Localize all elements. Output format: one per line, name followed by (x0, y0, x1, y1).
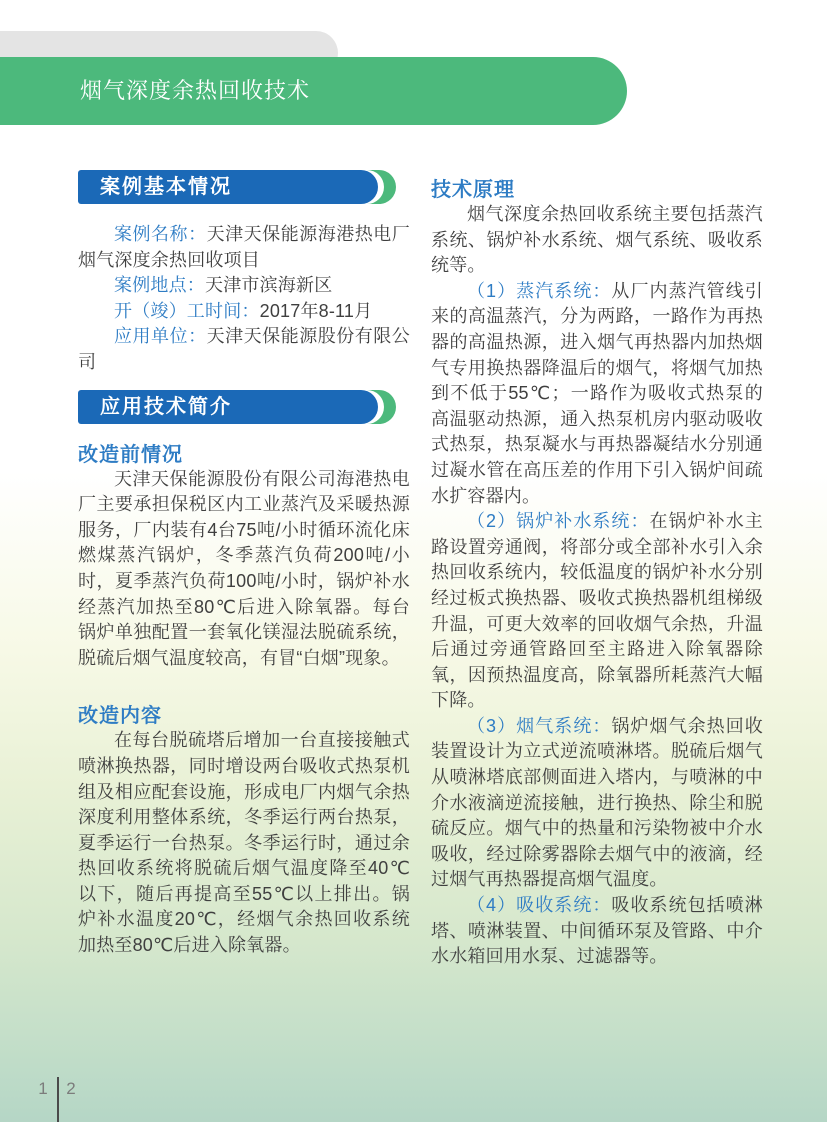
page-title-bar (0, 57, 627, 125)
item-text: 从厂内蒸汽管线引来的高温蒸汽，分为两路，一路作为再热器的高温热源，进入烟气再热器内加热烟气专用换热器降温后的烟气，将烟气加热到不低于55℃；一路作为吸收式热泵的高温驱动热源，通入热泵机房内驱动吸收式热泵，热泵凝水与再热器凝结水分别通过凝水管在高压差的作用下引入锅炉间疏水扩容器内。 (431, 280, 763, 506)
paragraph-flue-gas-system (431, 714, 763, 893)
section-header-case-info (78, 170, 410, 204)
info-value: 天津天保能源海港热电厂烟气深度余热回收项目 (78, 224, 411, 270)
info-label: 应用单位： (114, 326, 207, 347)
paragraph-renovation-content: 在每台脱硫塔后增加一台直接接触式喷淋换热器，同时增设两台吸收式热泵机组及相应配套设施，形成电厂内烟气余热深度利用整体系统，冬季运行两台热泵，夏季运行一台热泵。冬季运行时，通过余热回收系统将脱硫后烟气温度降至40℃以下，随后再提高至55℃以上排出。锅炉补水温度20℃，经烟气余热回收系统加热至80℃后进入除氧器。 (78, 730, 410, 956)
paragraph-before-renovation: 天津天保能源股份有限公司海港热电厂主要承担保税区内工业蒸汽及采暖热源服务，厂内装有4台75吨/小时循环流化床燃煤蒸汽锅炉，冬季蒸汽负荷200吨/小时，夏季蒸汽负荷100吨/小时，锅炉补水经蒸汽加热至80℃后进入除氧器。每台锅炉单独配置一套氧化镁湿法脱硫系统，脱硫后烟气温度较高，有冒“白烟”现象。 (78, 468, 410, 668)
item-text: 吸收系统包括喷淋塔、喷淋装置、中间循环泵及管路、中介水水箱回用水泵、过滤器等。 (431, 895, 763, 967)
info-value: 天津天保能源股份有限公司 (78, 326, 411, 372)
right-column (431, 170, 763, 970)
case-info-item (78, 273, 410, 299)
section-header-tech-intro (78, 390, 410, 424)
item-label: （4）吸收系统： (467, 895, 612, 916)
case-info-item (78, 299, 410, 325)
subheading-before-renovation: 改造前情况 (78, 443, 183, 466)
info-label: 开（竣）工时间： (114, 300, 260, 321)
paragraph-steam-system (431, 279, 763, 509)
section-header-label: 案例基本情况 (78, 170, 378, 204)
case-info-block (78, 222, 410, 376)
item-label: （2）锅炉补水系统： (467, 511, 650, 532)
item-label: （3）烟气系统： (467, 715, 612, 736)
page-title: 烟气深度余热回收技术 (80, 78, 311, 103)
case-info-item (78, 324, 410, 375)
info-label: 案例地点： (114, 275, 205, 296)
info-value: 天津市滨海新区 (205, 275, 333, 296)
footer-page-number-left: 1 (38, 1079, 48, 1098)
info-value: 2017年8-11月 (259, 300, 373, 321)
item-text: 锅炉烟气余热回收装置设计为立式逆流喷淋塔。脱硫后烟气从喷淋塔底部侧面进入塔内，与喷淋的中介水液滴逆流接触，进行换热、除尘和脱硫反应。烟气中的热量和污染物被中介水吸收，经过除雾器除去烟气中的液滴，经过烟气再热器提高烟气温度。 (431, 715, 763, 890)
paragraph-principle-intro: 烟气深度余热回收系统主要包括蒸汽系统、锅炉补水系统、烟气系统、吸收系统等。 (431, 204, 763, 276)
subheading-renovation-content: 改造内容 (78, 705, 162, 728)
footer-page-number-right: 2 (66, 1079, 76, 1098)
subheading-tech-principle: 技术原理 (431, 179, 515, 201)
case-info-item (78, 222, 410, 273)
left-column (78, 170, 410, 959)
info-label: 案例名称： (114, 224, 207, 244)
section-header-label: 应用技术简介 (78, 390, 378, 424)
paragraph-boiler-makeup-water-system (431, 509, 763, 714)
paragraph-absorption-system (431, 893, 763, 970)
item-label: （1）蒸汽系统： (467, 280, 612, 301)
footer-divider (57, 1077, 59, 1122)
item-text: 在锅炉补水主路设置旁通阀，将部分或全部补水引入余热回收系统内，较低温度的锅炉补水分别经过板式换热器、吸收式换热器机组梯级升温，可更大效率的回收烟气余热，升温后通过旁通管路回至主路进入除氧器除氧，因预热温度高，除氧器所耗蒸汽大幅下降。 (431, 511, 763, 711)
